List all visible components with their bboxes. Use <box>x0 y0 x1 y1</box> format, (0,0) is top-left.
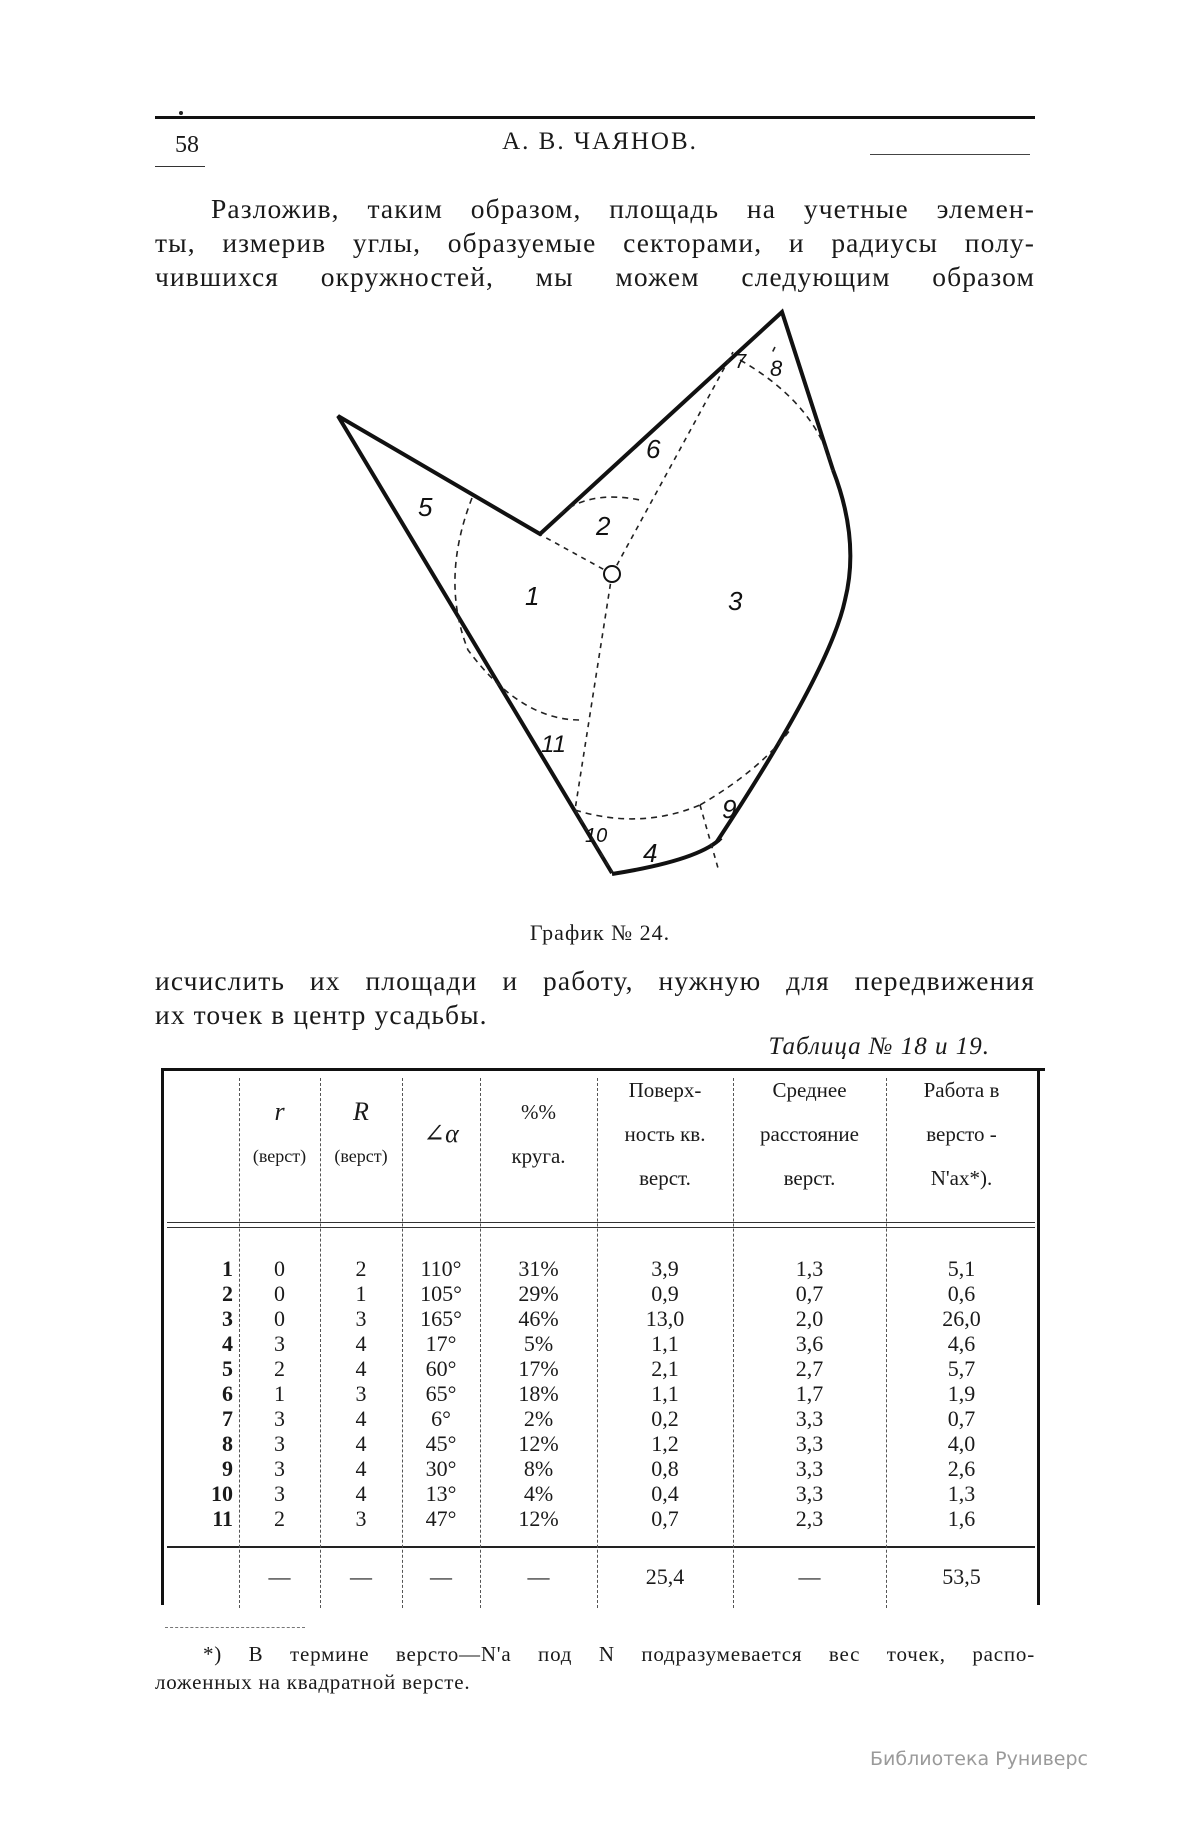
header-rule <box>167 1227 1035 1228</box>
header-percent-sub: круга. <box>511 1144 566 1168</box>
header-rule <box>155 116 1035 119</box>
cell-r: 3 <box>274 1481 285 1506</box>
cell-area: 1,1 <box>651 1331 679 1356</box>
cell-n: 9 <box>222 1456 233 1481</box>
cell-dist: 3,3 <box>795 1481 824 1506</box>
cell-R: 4 <box>355 1331 367 1356</box>
running-head-rule <box>870 154 1030 155</box>
paragraph-line: чившихся окружностей, мы можем следующим образом <box>155 261 1035 292</box>
table-row <box>155 1306 1045 1331</box>
cell-r: 1 <box>274 1381 285 1406</box>
paragraph-line: их точек в центр усадьбы. <box>155 999 488 1030</box>
cell-dist: 2,3 <box>795 1506 824 1531</box>
paragraph-continuation <box>155 964 1035 1032</box>
cell-area: 1,1 <box>651 1381 679 1406</box>
header-r-unit: (верст) <box>252 1146 307 1166</box>
cell-dist: 2,7 <box>795 1356 824 1381</box>
cell-n: 5 <box>222 1356 233 1381</box>
cell-angle: 47° <box>425 1506 457 1531</box>
cell-area: 0,9 <box>651 1281 679 1306</box>
cell-R: 4 <box>355 1406 367 1431</box>
cell-R: 4 <box>355 1456 367 1481</box>
cell-dist: 1,3 <box>795 1256 824 1281</box>
radius-line <box>700 805 718 868</box>
cell-area: 13,0 <box>645 1306 685 1331</box>
header-area-line: верст. <box>639 1166 691 1190</box>
cell-angle: 65° <box>425 1381 457 1406</box>
library-watermark: Библиотека Руниверс <box>870 1748 1088 1770</box>
header-R-unit: (верст) <box>334 1146 388 1166</box>
footnote-line: *) В термине версто—N'а под N подразумевается вес точек, распо- <box>203 1642 1035 1666</box>
cell-angle: 30° <box>425 1456 457 1481</box>
header-area-line: ность кв. <box>624 1122 706 1146</box>
totals-rule <box>167 1546 1035 1548</box>
cell-n: 2 <box>222 1281 233 1306</box>
cell-dist: 3,3 <box>795 1406 824 1431</box>
cell-work: 0,7 <box>947 1406 976 1431</box>
cell-work: 0,6 <box>947 1281 976 1306</box>
cell-area: 3,9 <box>651 1256 679 1281</box>
cell-pct: 31% <box>518 1256 559 1281</box>
cell-r: 3 <box>274 1456 285 1481</box>
sector-label-9: 9 <box>722 794 737 824</box>
radius-line <box>575 574 612 810</box>
cell-dist: 0,7 <box>795 1281 824 1306</box>
header-percent: %% <box>521 1100 556 1124</box>
cell-r: 0 <box>274 1281 285 1306</box>
arc-sector-9 <box>700 730 790 805</box>
radius-line <box>612 352 733 574</box>
totals-distance: — <box>798 1564 821 1589</box>
cell-area: 0,4 <box>651 1481 679 1506</box>
footnote-line: ложенных на квадратной версте. <box>155 1670 471 1694</box>
cell-dist: 3,3 <box>795 1431 824 1456</box>
table-row <box>155 1281 1045 1306</box>
cell-work: 4,6 <box>947 1331 976 1356</box>
plot-boundary-left <box>338 312 833 873</box>
cell-n: 8 <box>222 1431 233 1456</box>
header-distance-line: Среднее <box>772 1078 847 1102</box>
header-distance-line: расстояние <box>760 1122 859 1146</box>
cell-work: 5,1 <box>947 1256 976 1281</box>
cell-R: 3 <box>355 1381 367 1406</box>
cell-r: 2 <box>274 1356 285 1381</box>
paragraph-intro <box>155 192 1035 294</box>
sector-label-2: 2 <box>596 511 611 541</box>
paragraph-line: Разложив, таким образом, площадь на учетные элемен- <box>211 193 1035 224</box>
header-r: r <box>274 1097 285 1126</box>
table-title: Таблица № 18 и 19. <box>768 1033 990 1060</box>
cell-pct: 12% <box>518 1431 559 1456</box>
sector-label-4: 4 <box>643 838 658 868</box>
totals-percent: — <box>527 1564 550 1589</box>
plot-boundary-bottom <box>612 838 721 874</box>
sector-label-10: 10 <box>585 825 608 847</box>
sector-label-8: 8 <box>770 356 783 381</box>
cell-r: 2 <box>274 1506 285 1531</box>
cell-n: 6 <box>222 1381 233 1406</box>
cell-r: 3 <box>274 1406 285 1431</box>
footnote-rule <box>165 1627 305 1629</box>
cell-R: 4 <box>355 1431 367 1456</box>
running-head: А. В. ЧАЯНОВ. <box>502 128 698 155</box>
cell-R: 2 <box>355 1256 367 1281</box>
arc-sector-10 <box>575 805 700 819</box>
cell-r: 0 <box>274 1256 285 1281</box>
cell-work: 5,7 <box>947 1356 976 1381</box>
cell-pct: 46% <box>518 1306 559 1331</box>
totals-work: 53,5 <box>942 1564 981 1589</box>
paragraph-line: ты, измерив углы, образуемые секторами, и радиусы полу- <box>155 227 1035 258</box>
cell-R: 1 <box>355 1281 367 1306</box>
totals-r: — <box>268 1564 291 1589</box>
table-row <box>155 1456 1045 1481</box>
cell-pct: 17% <box>518 1356 559 1381</box>
totals-R: — <box>350 1564 372 1589</box>
table-row <box>155 1481 1045 1506</box>
cell-area: 1,2 <box>651 1431 679 1456</box>
paragraph-line: исчислить их площади и работу, нужную для передвижения <box>155 965 1035 996</box>
cell-angle: 105° <box>420 1281 462 1306</box>
cell-R: 4 <box>355 1356 367 1381</box>
cell-R: 3 <box>355 1306 367 1331</box>
sector-label-1: 1 <box>525 581 540 611</box>
plot-outline <box>338 312 849 874</box>
ink-speck <box>179 111 183 115</box>
header-R: R <box>353 1097 369 1126</box>
cell-r: 0 <box>274 1306 285 1331</box>
table-row <box>155 1406 1045 1431</box>
cell-pct: 8% <box>523 1456 554 1481</box>
cell-area: 0,8 <box>651 1456 679 1481</box>
cell-area: 0,2 <box>651 1406 679 1431</box>
cell-pct: 18% <box>518 1381 559 1406</box>
table-row <box>155 1431 1045 1456</box>
cell-pct: 2% <box>523 1406 554 1431</box>
totals-angle: — <box>430 1564 452 1589</box>
table-row <box>155 1331 1045 1356</box>
table-row <box>155 1381 1045 1406</box>
cell-area: 2,1 <box>651 1356 679 1381</box>
page-number-rule <box>155 166 205 167</box>
header-work-line: N'ах*). <box>930 1166 993 1190</box>
cell-work: 2,6 <box>947 1456 976 1481</box>
cell-n: 1 <box>222 1256 233 1281</box>
totals-row <box>155 1564 1045 1594</box>
cell-work: 1,6 <box>947 1506 976 1531</box>
cell-R: 3 <box>355 1506 367 1531</box>
header-angle: ∠α <box>423 1119 459 1148</box>
cell-pct: 12% <box>518 1506 559 1531</box>
cell-angle: 60° <box>425 1356 457 1381</box>
cell-dist: 3,3 <box>795 1456 824 1481</box>
header-rule <box>167 1222 1035 1223</box>
header-work-line: Работа в <box>923 1078 1000 1102</box>
cell-angle: 110° <box>420 1256 462 1281</box>
cell-n: 3 <box>222 1306 233 1331</box>
cell-n: 4 <box>222 1331 233 1356</box>
plot-boundary-right <box>718 470 850 840</box>
table-row <box>155 1356 1045 1381</box>
cell-dist: 1,7 <box>795 1381 824 1406</box>
sector-label-3: 3 <box>728 586 743 616</box>
figure-caption: График № 24. <box>529 920 671 945</box>
cell-angle: 6° <box>431 1406 451 1431</box>
cell-n: 7 <box>222 1406 233 1431</box>
sector-label-6: 6 <box>646 434 661 464</box>
cell-angle: 17° <box>425 1331 457 1356</box>
arc-sector-3 <box>740 360 830 460</box>
sector-label-11: 11 <box>541 731 566 758</box>
cell-pct: 4% <box>523 1481 554 1506</box>
data-table <box>155 1068 1045 1605</box>
cell-angle: 165° <box>420 1306 462 1331</box>
totals-area: 25,4 <box>645 1564 685 1589</box>
header-distance-line: верст. <box>783 1166 836 1190</box>
header-work-line: версто - <box>926 1122 997 1146</box>
header-area-line: Поверх- <box>628 1078 702 1102</box>
center-marker <box>604 566 620 582</box>
diagram-graph-24 <box>300 300 900 900</box>
cell-work: 26,0 <box>942 1306 981 1331</box>
cell-pct: 29% <box>518 1281 559 1306</box>
table-row <box>155 1506 1045 1531</box>
cell-pct: 5% <box>523 1331 554 1356</box>
sector-label-5: 5 <box>418 492 433 522</box>
table-row <box>155 1256 1045 1281</box>
cell-work: 4,0 <box>947 1431 976 1456</box>
cell-dist: 2,0 <box>795 1306 824 1331</box>
radius-line <box>771 347 775 355</box>
cell-R: 4 <box>355 1481 367 1506</box>
page-number: 58 <box>175 132 199 158</box>
cell-angle: 13° <box>425 1481 457 1506</box>
sector-label-7: 7 <box>735 351 747 373</box>
cell-n: 11 <box>212 1506 233 1531</box>
cell-angle: 45° <box>425 1431 457 1456</box>
cell-area: 0,7 <box>651 1506 679 1531</box>
cell-r: 3 <box>274 1331 285 1356</box>
footnote <box>155 1640 1035 1696</box>
arc-sector-1 <box>455 498 580 720</box>
cell-dist: 3,6 <box>795 1331 824 1356</box>
cell-work: 1,9 <box>947 1381 976 1406</box>
cell-r: 3 <box>274 1431 285 1456</box>
cell-work: 1,3 <box>947 1481 976 1506</box>
cell-n: 10 <box>211 1481 233 1506</box>
